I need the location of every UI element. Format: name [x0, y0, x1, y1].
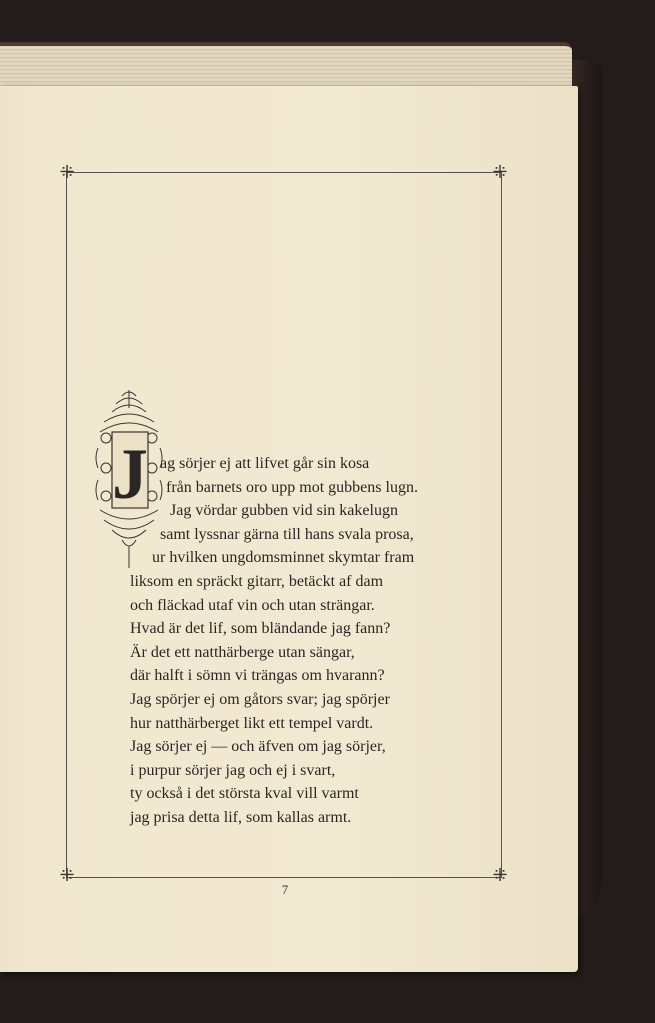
- poem-line: ur hvilken ungdomsminnet skymtar fram: [152, 549, 415, 567]
- poem-line: Jag spörjer ej om gåtors svar; jag spörjer: [130, 690, 390, 708]
- poem-line: Jag vördar gubben vid sin kakelugn: [170, 502, 398, 520]
- poem-line: Jag sörjer ej — och äfven om jag sörjer,: [130, 738, 386, 756]
- poem-line: samt lyssnar gärna till hans svala prosa,: [160, 525, 414, 543]
- corner-ornament-icon: ⁜: [59, 865, 75, 885]
- poem-line: jag prisa detta lif, som kallas armt.: [130, 808, 352, 826]
- corner-ornament-icon: ⁜: [59, 162, 75, 182]
- drop-cap-letter: J: [112, 434, 148, 514]
- poem-line: i purpur sörjer jag och ej i svart,: [130, 761, 336, 779]
- poem-line: Är det ett natthärberge utan sängar,: [130, 643, 355, 661]
- poem-line: ty också i det största kval vill varmt: [130, 785, 359, 803]
- poem-line: där halft i sömn vi trängas om hvarann?: [130, 667, 385, 685]
- poem-line: hur natthärberget likt ett tempel vardt.: [130, 714, 374, 732]
- corner-ornament-icon: ⁜: [492, 865, 508, 885]
- page-number: 7: [281, 882, 289, 897]
- poem-text: [130, 452, 490, 830]
- corner-ornament-icon: ⁜: [492, 162, 508, 182]
- poem-line: liksom en spräckt gitarr, betäckt af dam: [130, 572, 384, 590]
- poem-line: från barnets oro upp mot gubbens lugn.: [166, 478, 418, 496]
- poem-line: ag sörjer ej att lifvet går sin kosa: [160, 455, 370, 472]
- poem-line: Hvad är det lif, som bländande jag fann?: [130, 620, 391, 638]
- poem-line: och fläckad utaf vin och utan strängar.: [130, 596, 375, 614]
